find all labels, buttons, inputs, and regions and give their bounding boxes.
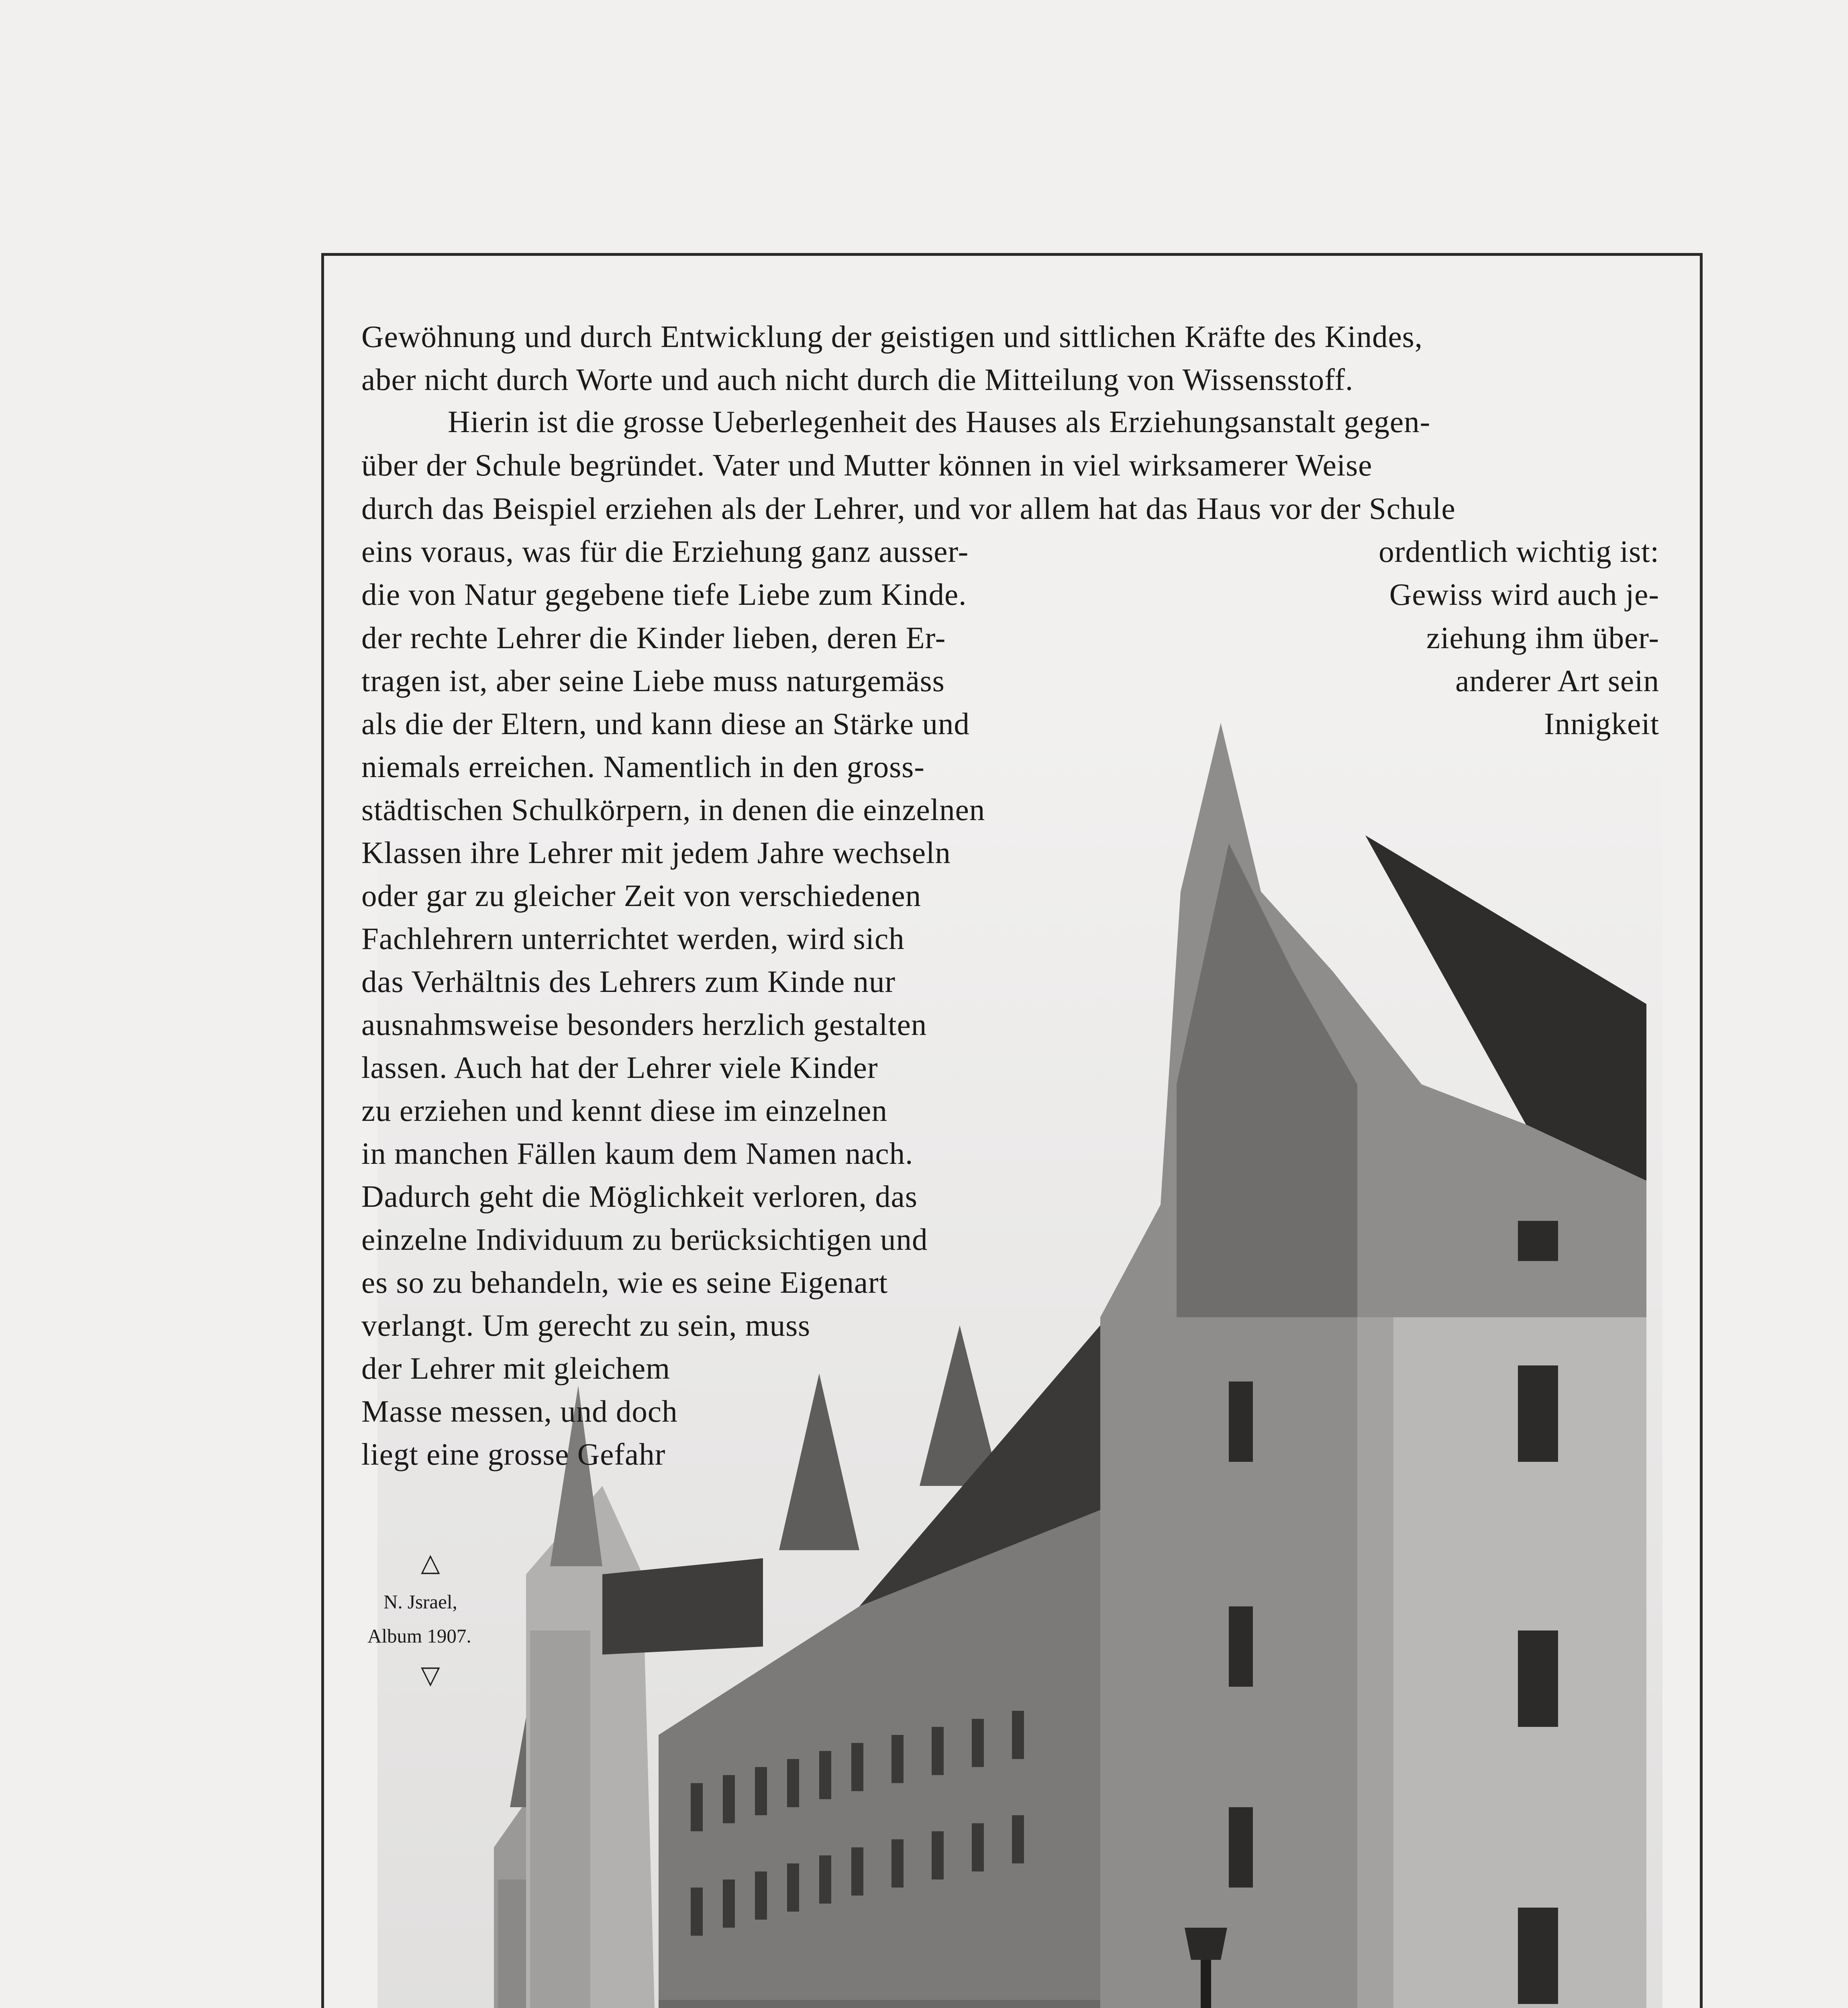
text-line: über der Schule begründet. Vater und Mutter können in viel wirksamerer Weise	[361, 448, 1373, 482]
text-line: lassen. Auch hat der Lehrer viele Kinder	[361, 1050, 878, 1085]
text-line: Gewöhnung und durch Entwicklung der geistigen und sittlichen Kräfte des Kindes,	[361, 319, 1423, 354]
text-line: Gewiss wird auch je-	[1389, 577, 1659, 612]
text-line: das Verhältnis des Lehrers zum Kinde nur	[361, 964, 896, 999]
side-caption-author: N. Jsrael,	[383, 1591, 457, 1613]
text-line: ziehung ihm über-	[1426, 620, 1659, 655]
text-line: ordentlich wichtig ist:	[1379, 534, 1659, 569]
text-line: einzelne Individuum zu berücksichtigen und	[361, 1222, 928, 1257]
text-line: Masse messen, und doch	[361, 1394, 678, 1428]
text-line: ausnahmsweise besonders herzlich gestalten	[361, 1007, 927, 1042]
text-line: niemals erreichen. Namentlich in den gross-	[361, 749, 925, 784]
text-line: der rechte Lehrer die Kinder lieben, deren Er-	[361, 620, 946, 655]
triangle-down-icon: ▽	[421, 1660, 440, 1690]
text-line: aber nicht durch Worte und auch nicht durch die Mitteilung von Wissensstoff.	[361, 362, 1354, 397]
text-line: Dadurch geht die Möglichkeit verloren, das	[361, 1179, 918, 1214]
text-line: verlangt. Um gerecht zu sein, muss	[361, 1308, 811, 1343]
side-caption-album: Album 1907.	[367, 1625, 471, 1647]
text-line: Innigkeit	[1544, 706, 1659, 741]
text-line: anderer Art sein	[1455, 663, 1659, 698]
text-line: Hierin ist die grosse Ueberlegenheit des Hauses als Erziehungsanstalt gegen-	[448, 404, 1431, 439]
triangle-up-icon: △	[421, 1548, 440, 1577]
text-line: Klassen ihre Lehrer mit jedem Jahre wechseln	[361, 835, 951, 870]
text-line: tragen ist, aber seine Liebe muss naturgemäss	[361, 663, 945, 698]
text-line: in manchen Fällen kaum dem Namen nach.	[361, 1136, 914, 1171]
text-line: der Lehrer mit gleichem	[361, 1351, 671, 1386]
text-line: durch das Beispiel erziehen als der Lehrer, und vor allem hat das Haus vor der Schule	[361, 491, 1456, 526]
text-line: städtischen Schulkörpern, in denen die einzelnen	[361, 792, 985, 827]
text-line: zu erziehen und kennt diese im einzelnen	[361, 1093, 887, 1128]
text-line: liegt eine grosse Gefahr	[361, 1437, 666, 1471]
text-line: eins voraus, was für die Erziehung ganz ausser-	[361, 534, 969, 569]
text-line: als die der Eltern, und kann diese an Stärke und	[361, 706, 970, 741]
text-line: die von Natur gegebene tiefe Liebe zum Kinde.	[361, 577, 967, 612]
text-line: Fachlehrern unterrichtet werden, wird sich	[361, 921, 905, 956]
text-line: es so zu behandeln, wie es seine Eigenart	[361, 1265, 888, 1300]
text-line: oder gar zu gleicher Zeit von verschiedenen	[361, 878, 922, 913]
